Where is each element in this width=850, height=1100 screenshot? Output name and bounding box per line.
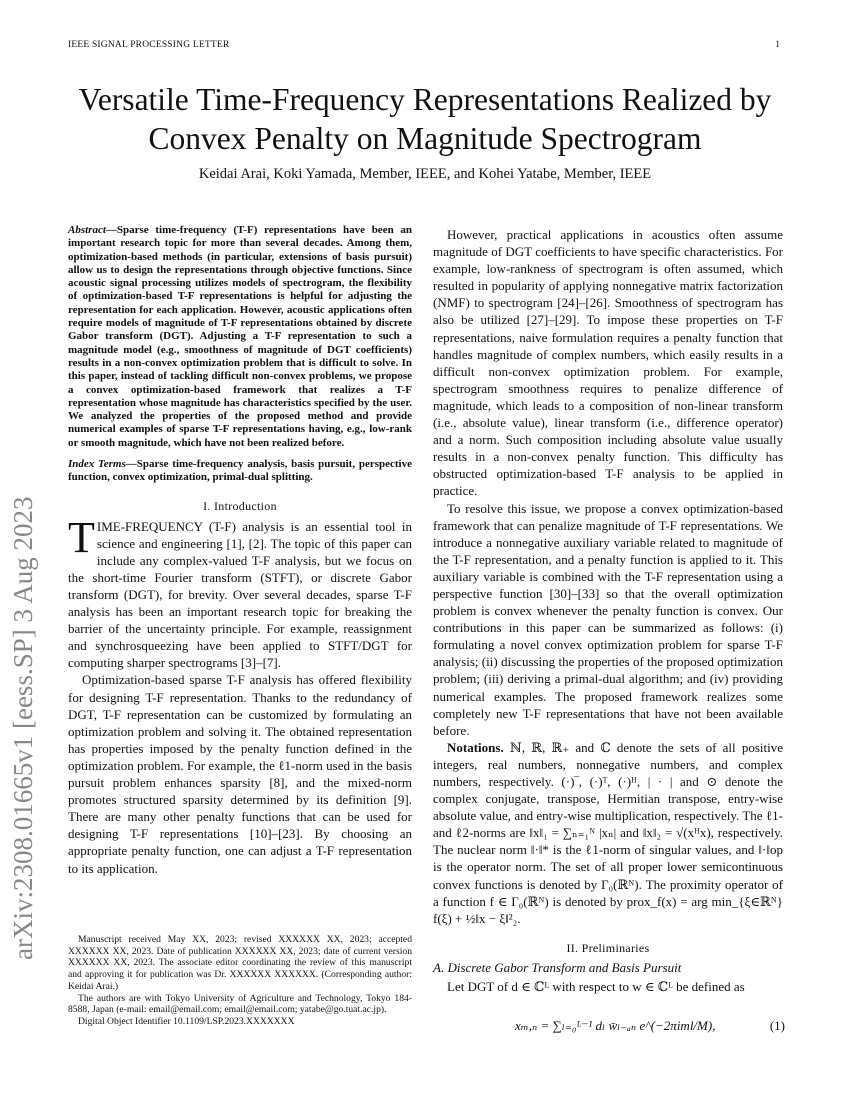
right-paragraph-2: To resolve this issue, we propose a convex optimization-based framework that can penalize magnitude of T-F representations. We introduce a nonnegative auxiliary variable related to magnitude of the T-F representation, and a penalty function is applied to it. This auxiliary variable is combined with the T-F representation using a perspective function [30]–[33] so that the overall optimization problem is convex whenever the penalty function is convex. Our contributions in this paper can be summarized as follows: (i) formulating a novel convex optimization problem for sparse T-F analysis; (ii) discussing the properties of the proposed optimization problem; (iii) deriving a primal-dual algorithm; and (iv) providing numerical examples. The proposed framework realizes some completely new T-F representations that have not been available before. [433,500,783,738]
footnote-manuscript: Manuscript received May XX, 2023; revised XXXXXX XX, 2023; accepted XXXXXX XX, 2023. Date of publication XXXXXX XX, 2023; date of current version XXXXXX XX, 2023. The associate editor coordinating the review of this manuscript and approving it for publication was Dr. XXXXXX XXXXXX. (Corresponding author: Keidai Arai.) [68,934,412,992]
notations-label: Notations. [447,739,504,755]
prelim-paragraph-1: Let DGT of d ∈ ℂᴸ with respect to w ∈ ℂᴸ be defined as [447,978,745,994]
notations-paragraph [433,739,783,927]
intro-paragraph-1 [68,512,412,672]
notations-text: ℕ, ℝ, ℝ₊ and ℂ denote the sets of all positive integers, real numbers, nonnegative numbers, and complex numbers, respectively. (·)‾, (·)ᵀ, (·)ᴴ, | · | and ⊙ denote the complex conjugate, transpose, Hermitian transpose, entry-wise absolute value, and entry-wise multiplication, respectively. The ℓ1- and ℓ2-norms are ‖x‖₁ = ∑ₙ₌₁ᴺ |xₙ| and ‖x‖₂ = √(xᴴx), respectively. The nuclear norm ‖·‖* is the ℓ1-norm of singular values, and ‖·‖op is the operator norm. The set of all proper lower semicontinuous convex functions is denoted by Γ₀(ℝᴺ). The proximity operator of a function f ∈ Γ₀(ℝᴺ) is denoted by prox_f(x) = arg min_{ξ∈ℝᴺ} f(ξ) + ½‖x − ξ‖²₂. [433,739,783,926]
section-heading-preliminaries: II. Preliminaries [566,940,650,955]
paper-title: Versatile Time-Frequency Representations Realized by Convex Penalty on Magnitude Spectrogram [78,82,772,156]
right-column [433,226,783,995]
equation-1-body: xₘ,ₙ = ∑ₗ₌₀ᴸ⁻¹ dₗ w̄ₗ₋ₐₙ e^(−2πiml/M), [515,1018,716,1033]
author-list: Keidai Arai, Koki Yamada, Member, IEEE, and Kohei Yatabe, Member, IEEE [198,166,652,182]
left-column [68,224,412,877]
index-terms-text: —Sparse time-frequency analysis, basis pursuit, perspective function, convex optimization, primal-dual splitting. [68,458,412,484]
subsection-heading-dgt: A. Discrete Gabor Transform and Basis Pursuit [433,959,682,975]
drop-cap: T [68,512,95,562]
index-terms [68,458,412,485]
footnote-doi: Digital Object Identifier 10.1109/LSP.2023.XXXXXXX [78,1015,295,1027]
abstract-text: —Sparse time-frequency (T-F) representations have been an important research topic for more than several decades. Among them, optimization-based methods (in particular, extensions of basis pursuit) allow us to design the representations through objective functions. Since acoustic signal processing utilizes models of spectrogram, the flexibility of optimization-based T-F representations is helpful for adjusting the representation for each application. However, acoustic applications often require models of magnitude of T-F representations obtained by discrete Gabor transform (DGT). Adjusting a T-F representation to such a magnitude model (e.g., smoothness of magnitude of DGT coefficients) results in a non-convex optimization problem that is difficult to solve. In this paper, instead of tackling difficult non-convex problems, we propose a convex optimization-based framework that realizes a T-F representation whose magnitude has characteristics specified by the user. We analyzed the properties of the proposed method and provide numerical examples of sparse T-F representations having, e.g., low-rank or smooth magnitude, which have not been realized before. [68,224,412,449]
arxiv-stamp: arXiv:2308.01665v1 [eess.SP] 3 Aug 2023 [8,496,38,960]
intro-paragraph-2: Optimization-based sparse T-F analysis has offered flexibility for designing T-F representation. Thanks to the redundancy of DGT, T-F representation can be customized by formulating an optimization problem and solving it. The obtained representation has properties imposed by the penalty function defined in the optimization problem. For example, the ℓ1-norm used in the basis pursuit problem enhances sparsity [8], and the mixed-norm promotes structured sparsity determined by its definition [9]. There are many other penalty functions that can be used for designing T-F representations [10]–[23]. By choosing an appropriate penalty function, one can adjust a T-F representation to its application. [68,672,412,876]
index-terms-label: Index Terms [68,458,126,471]
footnote-affiliation: The authors are with Tokyo University of Agriculture and Technology, Tokyo 184-8588, Japan (e-mail: email@email.com; email@email.com; yatabe@go.tuat.ac.jp). [68,992,412,1016]
running-header: IEEE SIGNAL PROCESSING LETTER [68,40,230,50]
page-number: 1 [775,40,780,50]
section-heading-introduction: I. Introduction [203,498,277,513]
footnotes [68,934,412,1028]
equation-1 [505,1000,785,1058]
abstract [68,224,412,450]
right-paragraph-1: However, practical applications in acoustics often assume magnitude of DGT coefficients to have specific characteristics. For example, low-rankness of spectrogram is often assumed, which resulted in popularity of applying nonnegative matrix factorization (NMF) to spectrogram [24]–[26]. Smoothness of spectrogram has also be utilized [27]–[29]. To impose these properties on T-F representations, naive formulation requires a penalty function that handles magnitude of complex numbers, which easily results in a difficult non-convex optimization problem. For example, spectrogram smoothness requires to penalize difference of magnitude, which leads to a composition of non-linear transform (i.e., absolute value), linear transform (i.e., difference operator) and a norm. Such composition including absolute value usually results in a non-convex penalty function. This difficulty has obstructed optimization-based T-F analysis to be applied in practice. [433,227,783,499]
intro-paragraph-1-text: IME-FREQUENCY (T-F) analysis is an essential tool in science and engineering [1], [2]. The topic of this paper can include any complex-valued T-F analysis, but we focus on the short-time Fourier transform (STFT), or discrete Gabor transform (DGT), for brevity. Over several decades, sparse T-F analysis has been an important research topic for breaking the barrier of the uncertainty principle. For example, reassignment and synchrosqueezing have been applied to STFT/DGT for computing sharper spectrograms [3]–[7]. [68,518,412,671]
abstract-label: Abstract [68,224,106,236]
equation-1-number: (1) [769,1018,785,1033]
